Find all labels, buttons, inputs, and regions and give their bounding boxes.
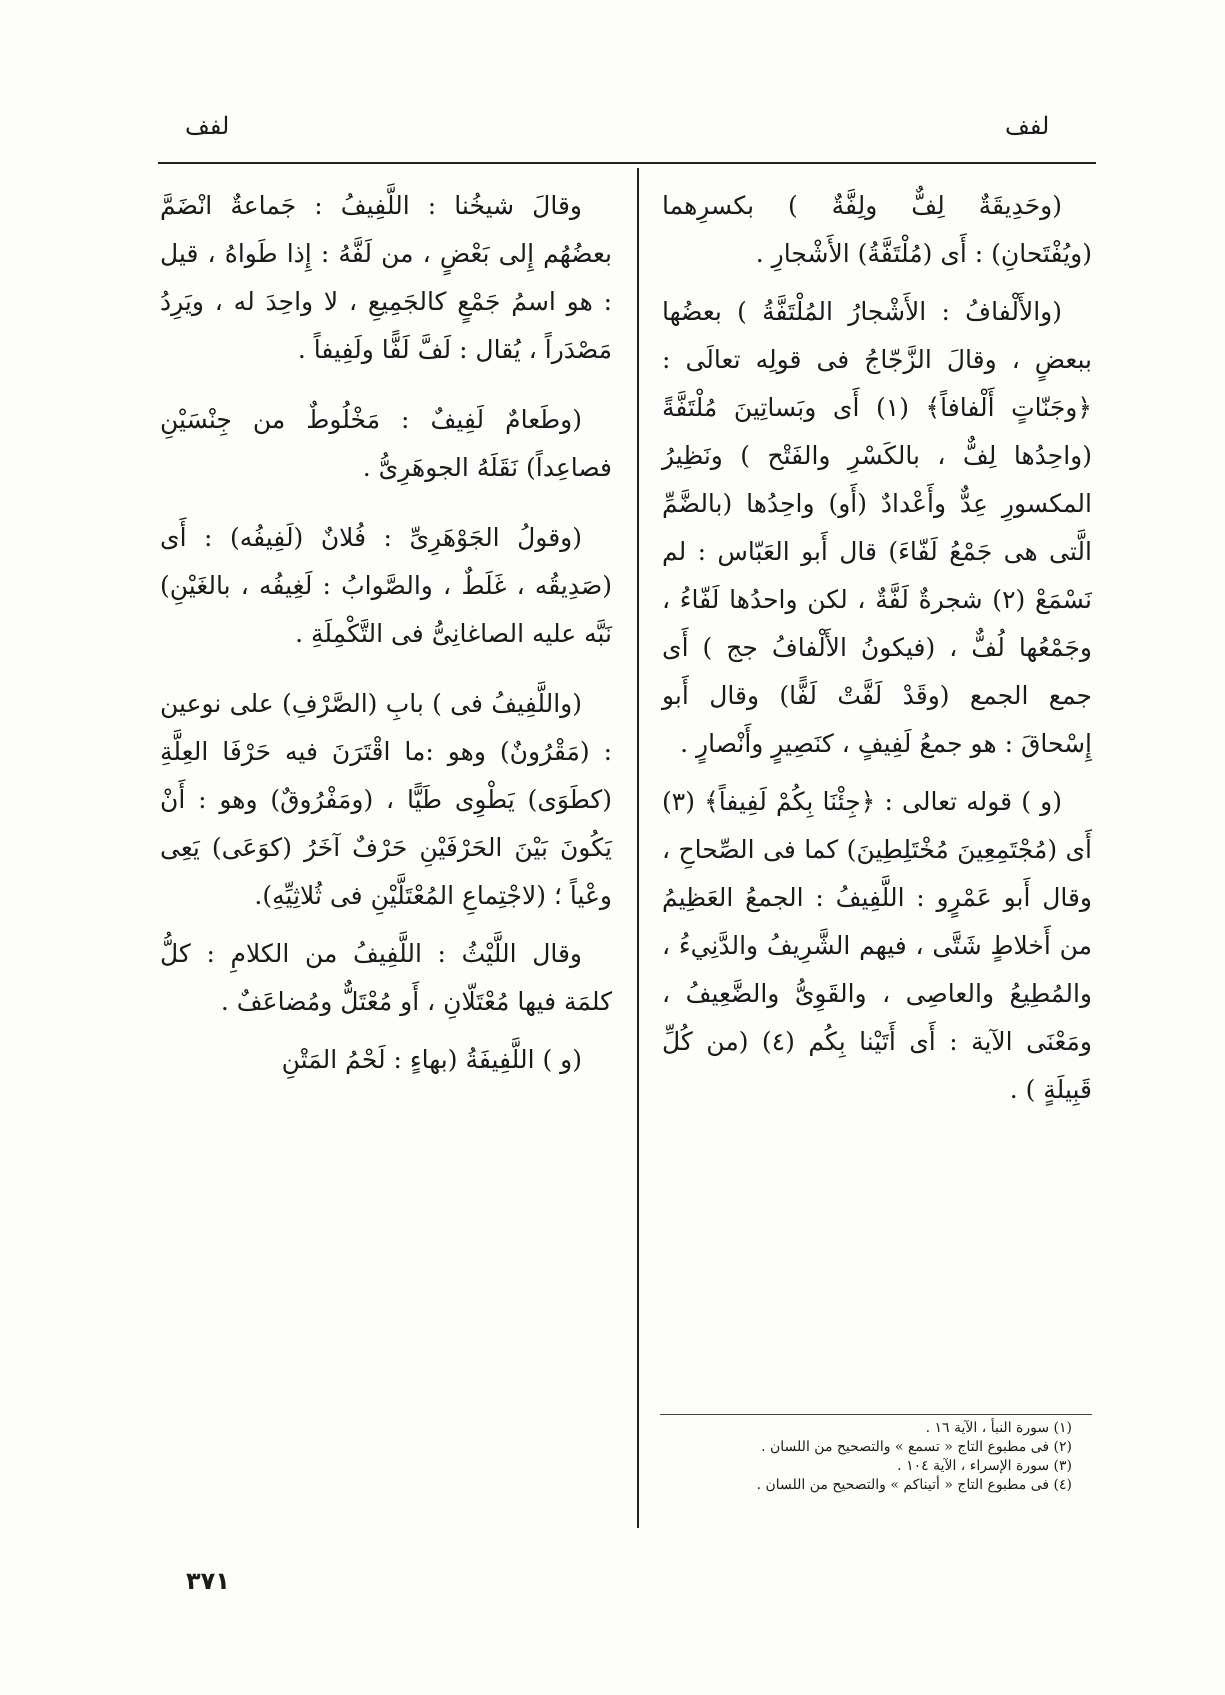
footnote: (١) سورة النبأ ، الآية ١٦ . bbox=[925, 1420, 1072, 1436]
page-number: ٣٧١ bbox=[186, 1567, 230, 1595]
footnote: (٢) فى مطبوع التاج « تسمع » والتصحيح من اللسان . bbox=[761, 1439, 1072, 1455]
footnotes bbox=[660, 1414, 1092, 1495]
footnote: (٤) فى مطبوع التاج « أتيناكم » والتصحيح من اللسان . bbox=[756, 1477, 1072, 1493]
entry-paragraph: (وحَدِيقَةٌ لِفٌّ ولِفَّةٌ ) بكسرِهما (ويُفْتَحانِ) : أَى (مُلْتَفَّةُ) الأَشْجارِ . bbox=[662, 191, 1092, 268]
entry-paragraph: (واللَّفِيفُ فى ) بابِ (الصَّرْفِ) على نوعين : (مَقْرُونٌ) وهو :ما اقْتَرَنَ فيه حَرْفَا العِلَّةِ (كطَوَى) يَطْوِى طَيًّا ، (ومَفْرُوقٌ) وهو : أَنْ يَكُونَ بَيْنَ الحَرْفَيْنِ حَرْفٌ آخَرُ (كوَعَى) يَعِى وعْياً ؛ (لاجْتِماعِ المُعْتَلَّيْنِ فى ثُلاثِيِّهِ). bbox=[160, 689, 612, 910]
running-header-left: لفف bbox=[185, 112, 230, 140]
footnote: (٣) سورة الإسراء ، الآية ١٠٤ . bbox=[897, 1458, 1072, 1474]
left-column bbox=[160, 182, 612, 1094]
entry-paragraph: (وطَعامٌ لَفِيفٌ : مَخْلُوطٌ من جِنْسَيْنِ فصاعِداً) نَقَلَهُ الجوهَرِىُّ . bbox=[160, 405, 612, 482]
entry-paragraph: (و ) اللَّفِيفَةُ (بهاءٍ : لَحْمُ المَتْنِ bbox=[281, 1045, 582, 1074]
header-rule bbox=[158, 162, 1096, 164]
right-column bbox=[662, 182, 1092, 1124]
entry-paragraph: وقال اللَّيْثُ : اللَّفِيفُ من الكلامِ : كلُّ كلمَة فيها مُعْتَلّانِ ، أَو مُعْتَلٌّ ومُضاعَفٌ . bbox=[160, 939, 612, 1016]
entry-paragraph: (وقولُ الجَوْهَرِىِّ : فُلانٌ (لَفِيفُه) : أَى (صَدِيقُه ، غَلَطٌ ، والصَّوابُ : لَغِيفُه ، بالغَيْنِ) نَبَّه عليه الصاغانِىُّ فى التَّكْمِلَةِ . bbox=[160, 523, 612, 648]
entry-paragraph: (و ) قوله تعالى : ﴿جِئْنَا بِكُمْ لَفِيفاً﴾ (٣) أَى (مُجْتَمِعِينَ مُخْتَلِطِينَ) كما فى الصِّحاحِ ، وقال أَبو عَمْرٍو : اللَّفِيفُ : الجمعُ العَظِيمُ من أَخلاطٍ شَتَّى ، فيهم الشَّرِيفُ والدَّنِيءُ ، والمُطِيعُ والعاصِى ، والقَوِىُّ والضَّعِيفُ ، ومَعْنَى الآية : أَى أَتَيْنا بِكُم (٤) (من كُلِّ قَبِيلَةٍ ) . bbox=[662, 787, 1092, 1104]
entry-paragraph: (والأَلْفافُ : الأَشْجارُ المُلْتَفَّةُ ) بعضُها ببعضٍ ، وقالَ الزَّجّاجُ فى قولِه تعالَى : ﴿وجَنّاتٍ أَلْفافاً﴾ (١) أَى وبَساتِينَ مُلْتَفَّةً (واحِدُها لِفٌّ ، بالكَسْرِ والفَتْح ) ونَظِيرُ المكسورِ عِدٌّ وأَعْدادٌ (أَو) واحِدُها (بالضَّمِّ الَّتى هى جَمْعُ لَفّاءَ) قال أَبو العَبّاس : لم نَسْمَعْ (٢) شجرةٌ لَفَّةٌ ، لكن واحدُها لَفّاءُ ، وجَمْعُها لُفٌّ ، (فيكونُ الأَلْفافُ جج ) أَى جمع الجمع (وقَدْ لَفَّتْ لَفًّا) وقال أَبو إِسْحاقَ : هو جمعُ لَفِيفٍ ، كنَصِيرٍ وأَنْصارٍ . bbox=[662, 297, 1093, 758]
running-header-right: لفف bbox=[1005, 112, 1050, 140]
column-divider bbox=[637, 168, 639, 1528]
entry-paragraph: وقالَ شيخُنا : اللَّفِيفُ : جَماعةٌ انْضَمَّ بعضُهُم إِلى بَعْضٍ ، من لَفَّهُ : إِذا طَواهُ ، قيل : هو اسمُ جَمْعٍ كالجَمِيعِ ، لا واحِدَ له ، ويَرِدُ مَصْدَراً ، يُقال : لَفَّ لَفًّا ولَفِيفاً . bbox=[160, 191, 612, 364]
